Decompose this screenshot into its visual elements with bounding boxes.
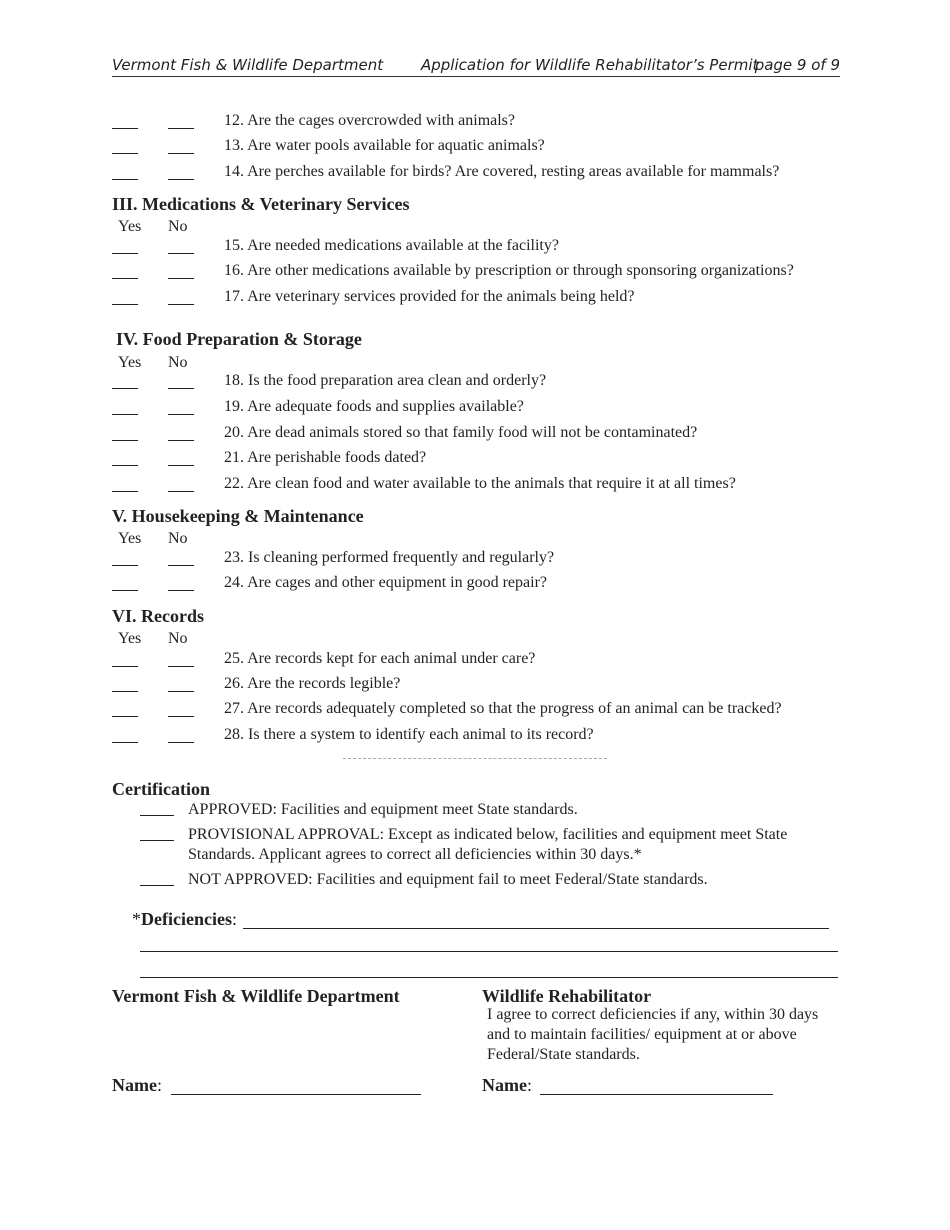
question-text: 24. Are cages and other equipment in good repair?: [224, 574, 547, 591]
question-text: 22. Are clean food and water available to the animals that require it at all times?: [224, 475, 736, 492]
section-title: III. Medications & Veterinary Services: [112, 194, 410, 214]
yes-blank[interactable]: [112, 278, 138, 279]
certification-title: Certification: [112, 779, 210, 799]
dept-signature-title: Vermont Fish & Wildlife Department: [112, 986, 400, 1006]
no-blank[interactable]: [168, 440, 194, 441]
yes-blank[interactable]: [112, 128, 138, 129]
question-text: 27. Are records adequately completed so that the progress of an animal can be tracked?: [224, 700, 782, 717]
no-label: No: [168, 354, 188, 371]
deficiencies-line[interactable]: [243, 928, 829, 929]
name-label-text: Name: [482, 1075, 527, 1095]
yes-blank[interactable]: [112, 565, 138, 566]
yes-blank[interactable]: [112, 590, 138, 591]
no-label: No: [168, 218, 188, 235]
question-text: 28. Is there a system to identify each animal to its record?: [224, 726, 594, 743]
question-text: 12. Are the cages overcrowded with animals?: [224, 112, 516, 129]
no-blank[interactable]: [168, 388, 194, 389]
name-label-text: Name: [112, 1075, 157, 1095]
dept-name-label: [112, 1075, 162, 1096]
rehab-agreement: I agree to correct deficiencies if any, within 30 days and to maintain facilities/ equipment at or above Federal/State standards.: [487, 1006, 819, 1063]
approval-blank[interactable]: [140, 885, 174, 886]
no-blank[interactable]: [168, 153, 194, 154]
question-text: 21. Are perishable foods dated?: [224, 449, 427, 466]
option-text: APPROVED: Facilities and equipment meet State standards.: [188, 801, 578, 818]
question-text: 14. Are perches available for birds? Are covered, resting areas available for mammals?: [224, 163, 780, 180]
question-text: 19. Are adequate foods and supplies available?: [224, 398, 524, 415]
yes-blank[interactable]: [112, 440, 138, 441]
page-header: [112, 56, 840, 77]
yes-label: Yes: [118, 218, 142, 235]
rehab-signature-title: Wildlife Rehabilitator: [482, 986, 652, 1006]
no-blank[interactable]: [168, 491, 194, 492]
no-blank[interactable]: [168, 742, 194, 743]
yes-blank[interactable]: [112, 179, 138, 180]
no-label: No: [168, 630, 188, 647]
section-title: V. Housekeeping & Maintenance: [112, 506, 364, 526]
yes-blank[interactable]: [112, 465, 138, 466]
dept-name-line[interactable]: [171, 1094, 421, 1095]
yes-label: Yes: [118, 354, 142, 371]
no-blank[interactable]: [168, 304, 194, 305]
approval-blank[interactable]: [140, 840, 174, 841]
yes-blank[interactable]: [112, 414, 138, 415]
question-text: 17. Are veterinary services provided for the animals being held?: [224, 288, 635, 305]
deficiencies-line[interactable]: [140, 951, 838, 952]
question-text: 23. Is cleaning performed frequently and regularly?: [224, 549, 555, 566]
rehab-name-label: [482, 1075, 532, 1096]
header-org: Vermont Fish & Wildlife Department: [112, 56, 384, 74]
no-blank[interactable]: [168, 716, 194, 717]
approval-blank[interactable]: [140, 815, 174, 816]
no-blank[interactable]: [168, 414, 194, 415]
yes-blank[interactable]: [112, 491, 138, 492]
rehab-name-line[interactable]: [540, 1094, 773, 1095]
yes-blank[interactable]: [112, 691, 138, 692]
question-text: 20. Are dead animals stored so that family food will not be contaminated?: [224, 424, 698, 441]
option-text: NOT APPROVED: Facilities and equipment fail to meet Federal/State standards.: [188, 871, 708, 888]
header-page-number: page 9 of 9: [754, 56, 840, 74]
no-blank[interactable]: [168, 465, 194, 466]
yes-blank[interactable]: [112, 304, 138, 305]
yes-blank[interactable]: [112, 666, 138, 667]
question-text: 13. Are water pools available for aquatic animals?: [224, 137, 545, 154]
option-text: PROVISIONAL APPROVAL: Except as indicated below, facilities and equipment meet State Standards. Applicant agrees to correct all deficiencies within 30 days.*: [188, 826, 788, 863]
no-blank[interactable]: [168, 179, 194, 180]
no-blank[interactable]: [168, 128, 194, 129]
colon: :: [231, 909, 237, 929]
deficiencies-line[interactable]: [140, 977, 838, 978]
section-divider: [343, 758, 607, 759]
yes-blank[interactable]: [112, 716, 138, 717]
section-title: VI. Records: [112, 606, 204, 626]
no-blank[interactable]: [168, 565, 194, 566]
yes-blank[interactable]: [112, 153, 138, 154]
section-title: IV. Food Preparation & Storage: [116, 329, 362, 349]
question-text: 25. Are records kept for each animal under care?: [224, 650, 536, 667]
colon: :: [156, 1075, 162, 1095]
question-text: 15. Are needed medications available at the facility?: [224, 237, 559, 254]
no-blank[interactable]: [168, 691, 194, 692]
no-label: No: [168, 530, 188, 547]
no-blank[interactable]: [168, 278, 194, 279]
deficiencies-label: [132, 909, 237, 930]
yes-blank[interactable]: [112, 742, 138, 743]
yes-label: Yes: [118, 530, 142, 547]
question-text: 26. Are the records legible?: [224, 675, 401, 692]
yes-blank[interactable]: [112, 253, 138, 254]
yes-blank[interactable]: [112, 388, 138, 389]
colon: :: [526, 1075, 532, 1095]
yes-label: Yes: [118, 630, 142, 647]
no-blank[interactable]: [168, 590, 194, 591]
deficiencies-text: Deficiencies: [141, 909, 232, 929]
no-blank[interactable]: [168, 253, 194, 254]
question-text: 16. Are other medications available by prescription or through sponsoring organizations?: [224, 262, 794, 279]
question-text: 18. Is the food preparation area clean and orderly?: [224, 372, 547, 389]
no-blank[interactable]: [168, 666, 194, 667]
header-title: Application for Wildlife Rehabilitator’s Permit: [421, 56, 759, 74]
asterisk: *: [132, 909, 141, 929]
